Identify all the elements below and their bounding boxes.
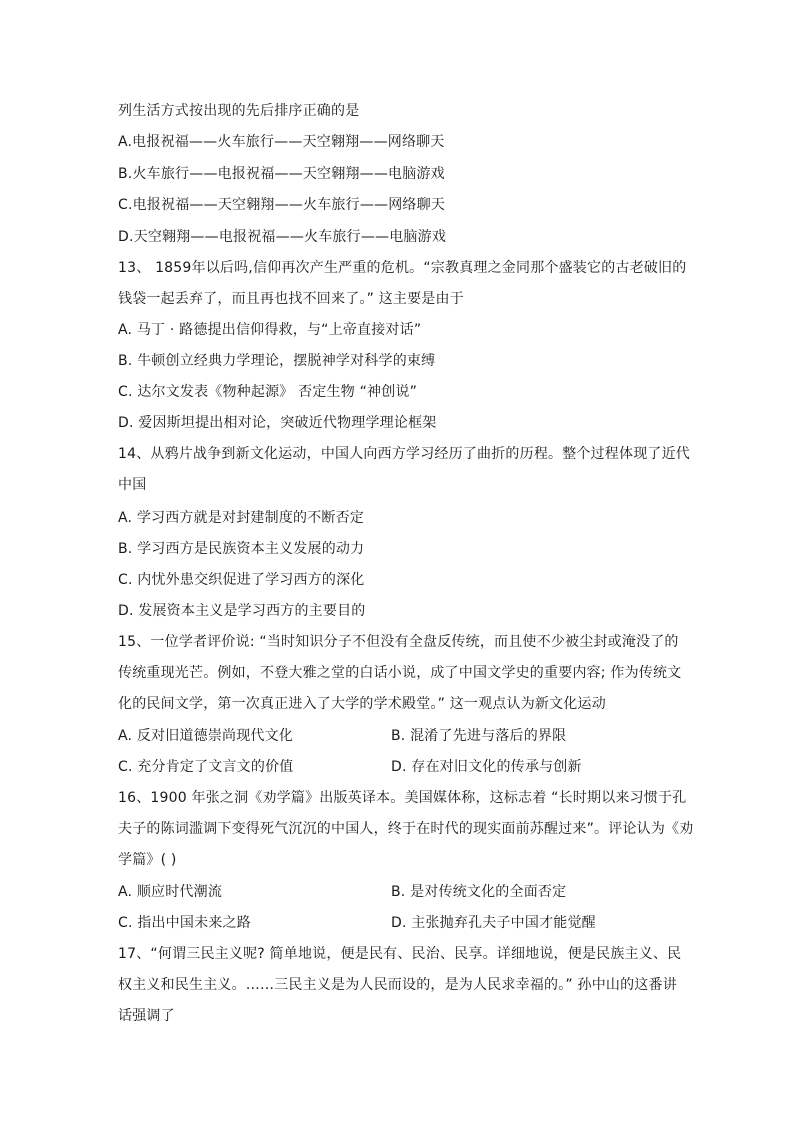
q13-option-b: B. 牛顿创立经典力学理论，摆脱神学对科学的束缚 [118,353,436,369]
q13-option-a: A. 马丁 · 路德提出信仰得救，与“上帝直接对话” [118,322,422,338]
q15-stem-line-3: 化的民间文学，第一次真正进入了大学的学术殿堂。” 这一观点认为新文化运动 [118,696,606,712]
q15-stem-line-1: 15、一位学者评价说: “当时知识分子不但没有全盘反传统，而且使不少被尘封或淹没了的 [118,634,679,650]
q16-stem-line-1: 16、1900 年张之洞《劝学篇》出版英译本。美国媒体称，这标志着 “长时期以来习惯于孔 [118,790,687,806]
q13-stem-line-1: 13、 1859年以后吗,信仰再次产生严重的危机。“宗教真理之金同那个盛装它的古老破旧的 [118,260,687,276]
q16-options-row-2 [118,913,688,933]
q14-option-d: D. 发展资本主义是学习西方的主要目的 [118,603,366,619]
q12-option-b: B.火车旅行——电报祝福——天空翱翔——电脑游戏 [118,166,445,182]
q15-option-b: B. 混淆了先进与落后的界限 [391,728,567,744]
q16-options-row-1 [118,882,688,902]
q17-stem-line-1: 17、“何谓三民主义呢? 简单地说，便是民有、民治、民享。详细地说，便是民族主义、民 [118,946,682,962]
q15-stem-line-2: 传统重现光芒。例如，不登大雅之堂的白话小说，成了中国文学史的重要内容; 作为传统文 [118,665,682,681]
q13-stem-line-2: 钱袋一起丢弃了，而且再也找不回来了。” 这主要是由于 [118,291,464,307]
q15-option-a: A. 反对旧道德崇尚现代文化 [118,728,294,744]
q16-option-b: B. 是对传统文化的全面否定 [391,884,567,900]
q14-option-a: A. 学习西方就是对封建制度的不断否定 [118,510,365,526]
q16-option-c: C. 指出中国未来之路 [118,915,251,931]
q13-option-c: C. 达尔文发表《物种起源》 否定生物 “神创说” [118,384,418,400]
q12-option-a: A.电报祝福——火车旅行——天空翱翔——网络聊天 [118,134,445,150]
q17-stem-line-3: 话强调了 [118,1008,175,1024]
q12-stem-tail: 列生活方式按出现的先后排序正确的是 [118,103,360,119]
q14-option-b: B. 学习西方是民族资本主义发展的动力 [118,541,365,557]
q15-options-row-2 [118,757,688,777]
q15-option-d: D. 存在对旧文化的传承与创新 [391,759,582,775]
q12-option-d: D.天空翱翔——电报祝福——火车旅行——电脑游戏 [118,229,447,245]
q16-stem-line-3: 学篇》( ) [118,852,177,868]
q16-option-a: A. 顺应时代潮流 [118,884,223,900]
q12-option-c: C.电报祝福——天空翱翔——火车旅行——网络聊天 [118,197,446,213]
q14-stem-line-2: 中国 [118,477,147,493]
q17-stem-line-2: 权主义和民生主义。……三民主义是为人民而设的，是为人民求幸福的。” 孙中山的这番讲 [118,977,677,993]
q16-option-d: D. 主张抛弃孔夫子中国才能觉醒 [391,915,596,931]
q14-stem-line-1: 14、从鸦片战争到新文化运动，中国人向西方学习经历了曲折的历程。整个过程体现了近代 [118,446,691,462]
q15-option-c: C. 充分肯定了文言文的价值 [118,759,294,775]
q14-option-c: C. 内忧外患交织促进了学习西方的深化 [118,572,365,588]
q13-option-d: D. 爱因斯坦提出相对论，突破近代物理学理论框架 [118,415,437,431]
q16-stem-line-2: 夫子的陈词滥调下变得死气沉沉的中国人，终于在时代的现实面前苏醒过来”。评论认为《劝 [118,821,694,837]
q15-options-row-1 [118,726,688,746]
